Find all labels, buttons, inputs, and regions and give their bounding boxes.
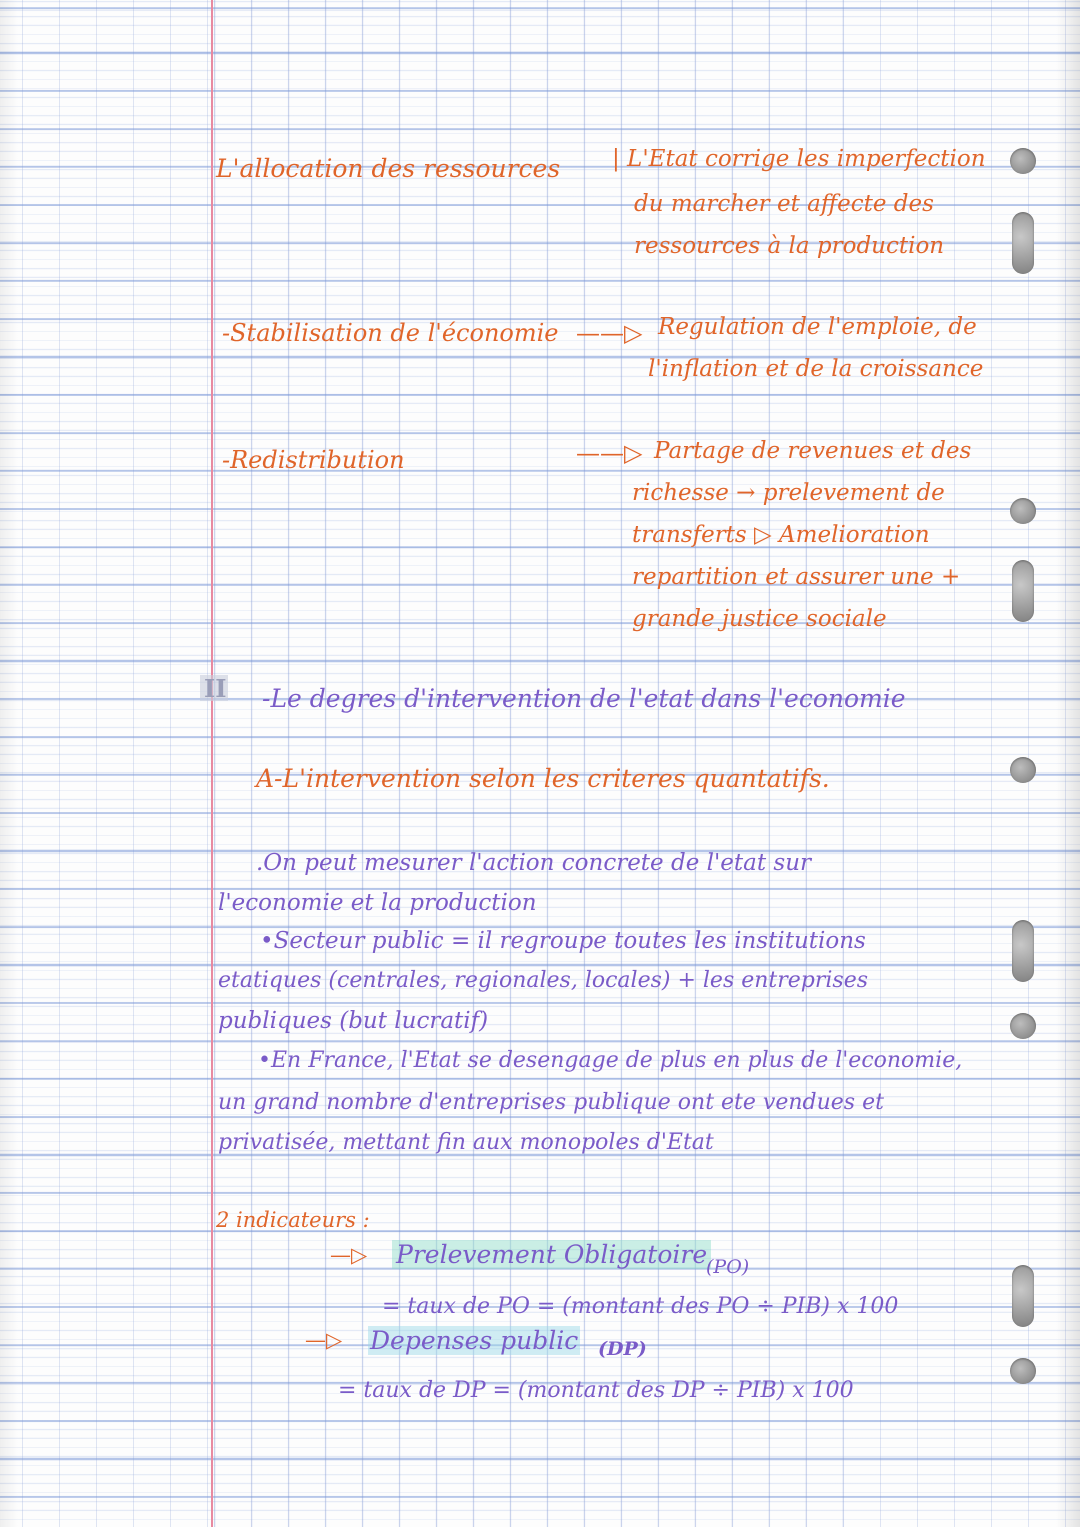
page-shadow-left <box>0 0 18 1527</box>
binder-hole <box>1010 498 1036 524</box>
indicator-dp-formula: = taux de DP = (montant des DP ÷ PIB) x 100 <box>338 1378 854 1403</box>
stabilisation-arrow: ——▷ <box>576 319 643 347</box>
binder-slot <box>1012 212 1034 274</box>
paragraph-line: etatiques (centrales, regionales, locales) + les entreprises <box>218 968 869 993</box>
redistribution-arrow: ——▷ <box>576 439 643 467</box>
indicator-po-name-text: Prelevement Obligatoire <box>392 1240 711 1269</box>
paragraph-line: privatisée, mettant fin aux monopoles d'Etat <box>218 1130 714 1155</box>
paragraph-line: •En France, l'Etat se desengage de plus en plus de l'economie, <box>258 1048 963 1073</box>
paragraph-line: •Secteur public = il regroupe toutes les institutions <box>260 928 866 954</box>
binder-hole <box>1010 757 1036 783</box>
redistribution-desc-line: transferts ▷ Amelioration <box>632 522 930 548</box>
redistribution-label: -Redistribution <box>222 446 405 474</box>
indicator-po-name <box>392 1242 711 1267</box>
paragraph-line: .On peut mesurer l'action concrete de l'etat sur <box>256 850 812 876</box>
redistribution-desc-line: grande justice sociale <box>632 606 887 632</box>
redistribution-desc-line: richesse → prelevement de <box>632 480 945 506</box>
binder-slot <box>1012 560 1034 622</box>
paragraph-line: publiques (but lucratif) <box>218 1008 489 1034</box>
stabilisation-desc-line: Regulation de l'emploie, de <box>658 314 977 340</box>
section-title: -Le degres d'intervention de l'etat dans l'economie <box>262 684 906 713</box>
section-numeral: II <box>204 674 227 703</box>
indicator-arrow: —▷ <box>305 1328 343 1352</box>
indicator-dp-name-text: Depenses public <box>370 1326 579 1355</box>
binder-hole <box>1010 148 1036 174</box>
allocation-desc-line: du marcher et affecte des <box>634 191 934 217</box>
indicator-po-abbr: (PO) <box>706 1256 750 1278</box>
paragraph-line: l'economie et la production <box>218 890 537 916</box>
binder-slot <box>1012 920 1034 982</box>
subsection-a-title: A-L'intervention selon les criteres quantatifs. <box>256 764 830 793</box>
margin-line <box>211 0 213 1527</box>
stabilisation-desc-line: l'inflation et de la croissance <box>648 356 984 382</box>
allocation-desc-line: ressources à la production <box>634 233 945 259</box>
stabilisation-label: -Stabilisation de l'économie <box>222 319 559 347</box>
redistribution-desc-line: repartition et assurer une + <box>632 564 961 590</box>
binder-hole <box>1010 1013 1036 1039</box>
indicator-dp-abbr: (DP) <box>598 1338 647 1360</box>
paragraph-line: un grand nombre d'entreprises publique ont ete vendues et <box>218 1090 884 1115</box>
indicators-label: 2 indicateurs : <box>216 1208 370 1232</box>
allocation-label: L'allocation des ressources <box>216 154 561 183</box>
redistribution-desc-line: Partage de revenues et des <box>654 438 972 464</box>
allocation-desc-line: | L'Etat corrige les imperfection <box>612 146 986 172</box>
binder-hole <box>1010 1358 1036 1384</box>
page-shadow-right <box>1056 0 1080 1527</box>
binder-slot <box>1012 1265 1034 1327</box>
indicator-po-formula: = taux de PO = (montant des PO ÷ PIB) x 100 <box>382 1294 899 1319</box>
indicator-dp-name <box>368 1328 580 1353</box>
indicator-arrow: —▷ <box>330 1243 368 1267</box>
